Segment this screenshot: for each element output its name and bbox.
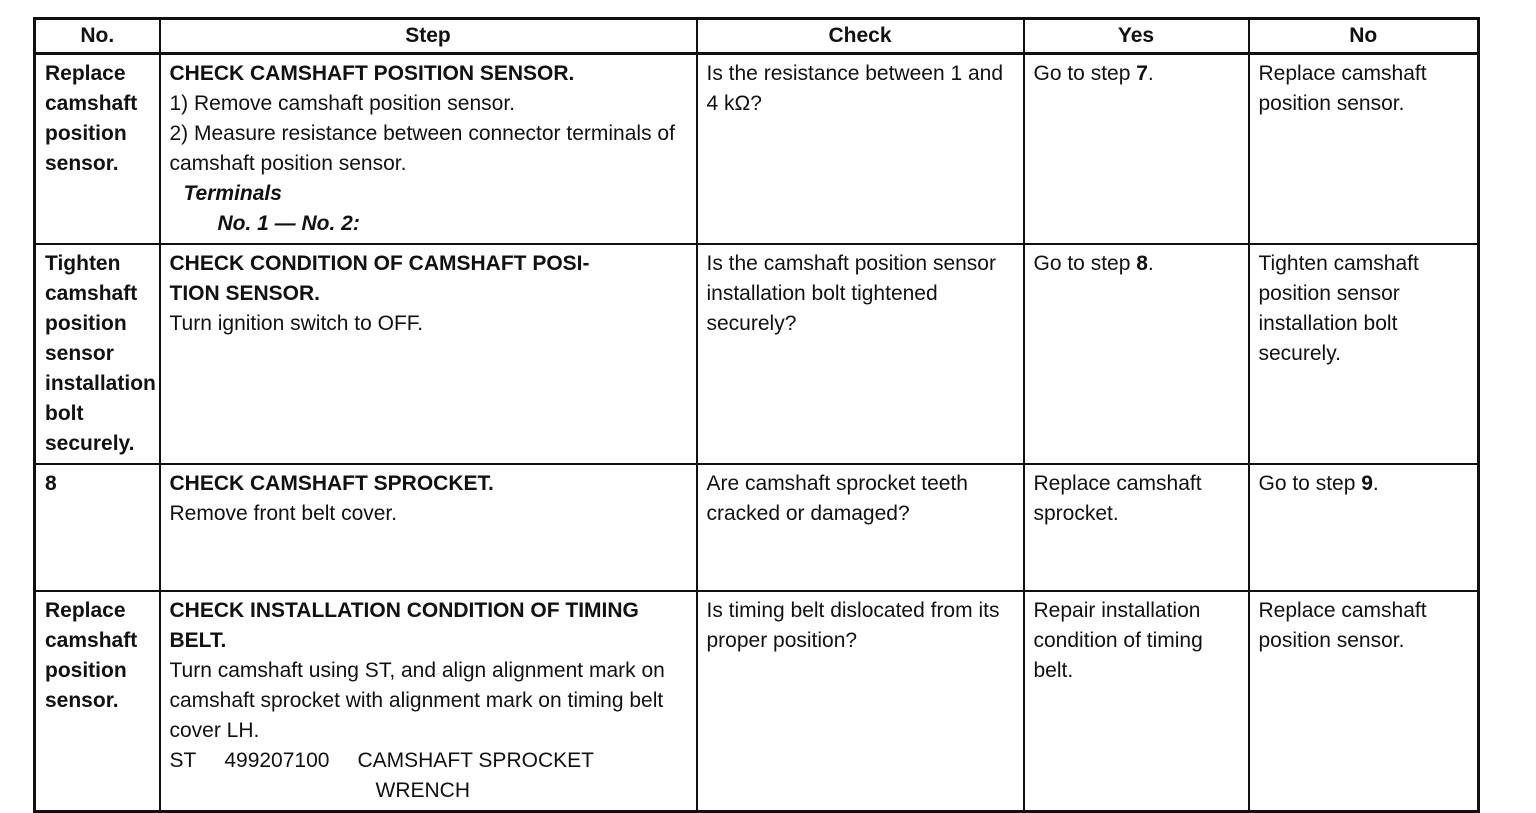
- st-name-continued: WRENCH: [375, 779, 470, 802]
- no-prefix: Go to step: [1258, 472, 1362, 495]
- terminals-block: [170, 179, 687, 239]
- terminals-value: No. 1 — No. 2:: [217, 212, 360, 235]
- no-cell: Replace camshaft position sensor.: [1249, 591, 1479, 812]
- yes-cell: [1024, 244, 1249, 464]
- no-cell: [1249, 464, 1479, 591]
- yes-prefix: Go to step: [1033, 252, 1137, 275]
- yes-suffix: .: [1147, 62, 1154, 85]
- step-cell: [160, 54, 697, 245]
- step-line: 1) Remove camshaft position sensor.: [169, 92, 515, 115]
- st-name: CAMSHAFT SPROCKET: [357, 749, 594, 772]
- step-cell: [160, 244, 697, 464]
- step-cell: [160, 464, 697, 591]
- step-line: Remove front belt cover.: [169, 502, 398, 525]
- step-line: Turn ignition switch to OFF.: [169, 312, 424, 335]
- step-cell: [160, 591, 697, 812]
- yes-cell: [1024, 54, 1249, 245]
- no-suffix: .: [1372, 472, 1379, 495]
- special-tool-line: [170, 746, 687, 776]
- step-title-line: CHECK CONDITION OF CAMSHAFT POSI-: [169, 252, 590, 275]
- header-check: Check: [697, 19, 1024, 54]
- step-title: CHECK CAMSHAFT SPROCKET.: [169, 472, 494, 495]
- header-no-result: No: [1249, 19, 1479, 54]
- header-step: Step: [160, 19, 697, 54]
- step-number: Tighten camshaft position sensor installation bolt securely.: [35, 244, 160, 464]
- check-cell: Is timing belt dislocated from its proper position?: [697, 591, 1024, 812]
- yes-cell: Replace camshaft sprocket.: [1024, 464, 1249, 591]
- check-cell: Are camshaft sprocket teeth cracked or damaged?: [697, 464, 1024, 591]
- no-cell: Replace camshaft position sensor.: [1249, 54, 1479, 245]
- st-part-number: 499207100: [224, 749, 330, 772]
- diagnostic-table: [33, 17, 1480, 813]
- step-number: Replace camshaft position sensor.: [35, 54, 160, 245]
- check-cell: Is the resistance between 1 and 4 kΩ?: [697, 54, 1024, 245]
- yes-suffix: .: [1147, 252, 1154, 275]
- step-line: 2) Measure resistance between connector terminals of camshaft position sensor.: [169, 122, 675, 175]
- st-label: ST: [169, 749, 197, 772]
- step-number: 8: [35, 464, 160, 591]
- terminals-label: Terminals: [183, 182, 282, 205]
- step-line: Turn camshaft using ST, and align alignment mark on camshaft sprocket with alignment mark on timing belt cover LH.: [169, 659, 665, 742]
- table-row: [35, 591, 1479, 812]
- no-cell: Tighten camshaft position sensor installation bolt securely.: [1249, 244, 1479, 464]
- yes-cell: Repair installation condition of timing belt.: [1024, 591, 1249, 812]
- yes-prefix: Go to step: [1033, 62, 1137, 85]
- step-number: Replace camshaft position sensor.: [35, 591, 160, 812]
- header-yes: Yes: [1024, 19, 1249, 54]
- no-step-ref: 9: [1361, 472, 1373, 495]
- step-title: [170, 249, 687, 309]
- table-row: [35, 464, 1479, 591]
- table-row: [35, 244, 1479, 464]
- check-cell: Is the camshaft position sensor installation bolt tightened securely?: [697, 244, 1024, 464]
- step-title: CHECK INSTALLATION CONDITION OF TIMING BELT.: [169, 599, 639, 652]
- yes-step-ref: 7: [1136, 62, 1148, 85]
- yes-step-ref: 8: [1136, 252, 1148, 275]
- header-no: No.: [35, 19, 160, 54]
- header-row: [35, 19, 1479, 54]
- table-row: [35, 54, 1479, 245]
- step-title-line: TION SENSOR.: [169, 282, 321, 305]
- step-title: CHECK CAMSHAFT POSITION SENSOR.: [169, 62, 575, 85]
